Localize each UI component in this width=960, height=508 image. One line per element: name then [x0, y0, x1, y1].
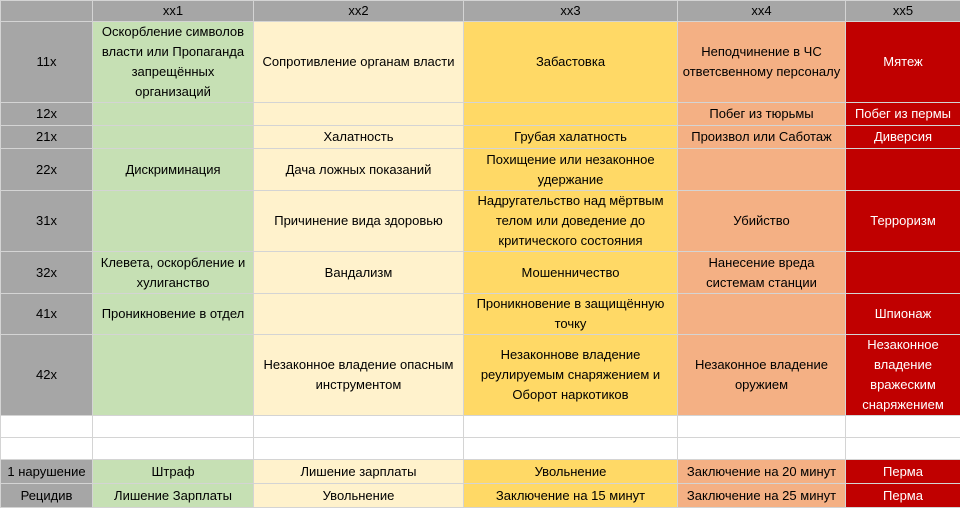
- row-header[interactable]: 42x: [1, 335, 93, 416]
- column-header[interactable]: xx1: [93, 1, 254, 22]
- table-cell[interactable]: Надругательство над мёртвым телом или доведение до критического состояния: [464, 191, 678, 252]
- table-cell[interactable]: Заключение на 15 минут: [464, 484, 678, 508]
- table-cell[interactable]: [846, 460, 960, 484]
- table-cell[interactable]: Заключение на 20 минут: [678, 460, 846, 484]
- table-cell[interactable]: [846, 252, 960, 294]
- table-cell[interactable]: Клевета, оскорбление и хулиганство: [93, 252, 254, 294]
- row-header[interactable]: 1 нарушение: [1, 460, 93, 484]
- table-cell[interactable]: Забастовка: [464, 22, 678, 103]
- column-header[interactable]: xx2: [254, 1, 464, 22]
- table-cell[interactable]: [254, 103, 464, 126]
- empty-cell[interactable]: [254, 416, 464, 438]
- table-row: [1, 126, 960, 149]
- row-header[interactable]: 21x: [1, 126, 93, 149]
- table-cell[interactable]: [846, 149, 960, 191]
- table-cell[interactable]: [846, 126, 960, 149]
- table-cell-text: Побег из пермы: [855, 106, 951, 121]
- table-cell[interactable]: Нанесение вреда системам станции: [678, 252, 846, 294]
- table-cell[interactable]: [93, 335, 254, 416]
- table-cell[interactable]: [846, 191, 960, 252]
- empty-cell[interactable]: [846, 416, 960, 438]
- empty-cell[interactable]: [1, 416, 93, 438]
- table-cell[interactable]: Мошенничество: [464, 252, 678, 294]
- table-row: [1, 103, 960, 126]
- empty-cell[interactable]: [464, 438, 678, 460]
- table-cell[interactable]: [93, 103, 254, 126]
- table-row: [1, 335, 960, 416]
- empty-cell[interactable]: [678, 438, 846, 460]
- penalty-row: [1, 484, 960, 508]
- table-cell-text: Диверсия: [874, 129, 932, 144]
- table-cell[interactable]: Незаконное владение опасным инструментом: [254, 335, 464, 416]
- table-cell-text: Мятеж: [883, 54, 922, 69]
- table-cell[interactable]: [846, 484, 960, 508]
- table-cell[interactable]: Дискриминация: [93, 149, 254, 191]
- table-row: [1, 191, 960, 252]
- table-cell[interactable]: [846, 294, 960, 335]
- table-row: [1, 149, 960, 191]
- row-header[interactable]: 32x: [1, 252, 93, 294]
- empty-cell[interactable]: [254, 438, 464, 460]
- table-cell[interactable]: Штраф: [93, 460, 254, 484]
- table-cell[interactable]: Неподчинение в ЧС ответсвенному персоналу: [678, 22, 846, 103]
- table-cell[interactable]: Лишение зарплаты: [254, 460, 464, 484]
- table-cell[interactable]: [846, 103, 960, 126]
- row-header[interactable]: Рецидив: [1, 484, 93, 508]
- table-cell[interactable]: [846, 22, 960, 103]
- table-cell[interactable]: Проникновение в отдел: [93, 294, 254, 335]
- penalty-row: [1, 460, 960, 484]
- table-cell[interactable]: [678, 149, 846, 191]
- table-cell[interactable]: [464, 103, 678, 126]
- blank-row: [1, 416, 960, 438]
- table-cell[interactable]: [93, 126, 254, 149]
- table-cell[interactable]: Халатность: [254, 126, 464, 149]
- table-cell[interactable]: Незаконнове владение реулируемым снаряжением и Оборот наркотиков: [464, 335, 678, 416]
- table-cell[interactable]: Грубая халатность: [464, 126, 678, 149]
- table-cell[interactable]: [678, 294, 846, 335]
- table-cell-text: Незаконное владение вражеским снаряжением: [862, 337, 944, 412]
- table-cell[interactable]: Произвол или Саботаж: [678, 126, 846, 149]
- row-header[interactable]: 41x: [1, 294, 93, 335]
- table-cell[interactable]: [254, 294, 464, 335]
- table-cell[interactable]: Незаконное владение оружием: [678, 335, 846, 416]
- empty-cell[interactable]: [464, 416, 678, 438]
- row-header[interactable]: 31x: [1, 191, 93, 252]
- table-cell[interactable]: Заключение на 25 минут: [678, 484, 846, 508]
- corner-cell[interactable]: [1, 1, 93, 22]
- table-cell-text: Шпионаж: [875, 306, 932, 321]
- empty-cell[interactable]: [846, 438, 960, 460]
- table-cell[interactable]: [846, 335, 960, 416]
- header-row: [1, 1, 960, 22]
- row-header[interactable]: 11x: [1, 22, 93, 103]
- row-header[interactable]: 22x: [1, 149, 93, 191]
- row-header[interactable]: 12x: [1, 103, 93, 126]
- table-cell[interactable]: Увольнение: [464, 460, 678, 484]
- table-cell[interactable]: [93, 191, 254, 252]
- empty-cell[interactable]: [1, 438, 93, 460]
- blank-row: [1, 438, 960, 460]
- table-cell[interactable]: Побег из тюрьмы: [678, 103, 846, 126]
- column-header[interactable]: xx4: [678, 1, 846, 22]
- table-cell[interactable]: Дача ложных показаний: [254, 149, 464, 191]
- table-cell-text: Терроризм: [870, 213, 936, 228]
- table-row: [1, 294, 960, 335]
- table-cell[interactable]: Похищение или незаконное удержание: [464, 149, 678, 191]
- empty-cell[interactable]: [93, 438, 254, 460]
- column-header[interactable]: xx3: [464, 1, 678, 22]
- table-cell[interactable]: Убийство: [678, 191, 846, 252]
- table-cell[interactable]: Вандализм: [254, 252, 464, 294]
- table-row: [1, 22, 960, 103]
- table-row: [1, 252, 960, 294]
- table-cell[interactable]: Причинение вида здоровью: [254, 191, 464, 252]
- table-cell[interactable]: Увольнение: [254, 484, 464, 508]
- table-cell-text: Перма: [883, 464, 923, 479]
- empty-cell[interactable]: [678, 416, 846, 438]
- table-cell[interactable]: Сопротивление органам власти: [254, 22, 464, 103]
- empty-cell[interactable]: [93, 416, 254, 438]
- table-cell[interactable]: Оскорбление символов власти или Пропаганда запрещённых организаций: [93, 22, 254, 103]
- table-cell[interactable]: Лишение Зарплаты: [93, 484, 254, 508]
- table-cell[interactable]: Проникновение в защищённую точку: [464, 294, 678, 335]
- table-cell-text: Перма: [883, 488, 923, 503]
- column-header[interactable]: xx5: [846, 1, 960, 22]
